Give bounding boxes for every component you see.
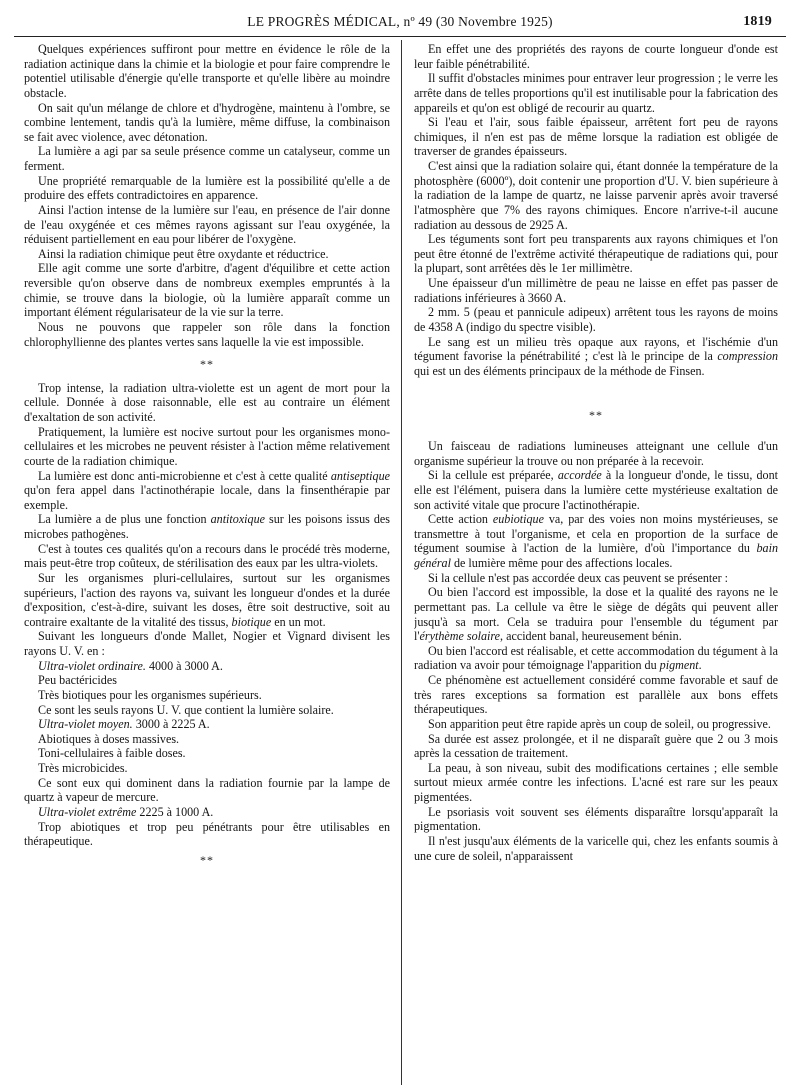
journal-title: LE PROGRÈS MÉDICAL, nº 49 (30 Novembre 1925) (247, 14, 553, 29)
wavelength-range: 2225 à 1000 A. (136, 804, 214, 819)
text-run: , accident banal, heureusement bénin. (500, 629, 682, 644)
paragraph: En effet une des propriétés des rayons de courte longueur d'onde est leur faible pénétrabilité. (414, 42, 778, 71)
paragraph: Une épaisseur d'un millimètre de peau ne laisse en effet pas passer de radiations inférieures à 3660 A. (414, 276, 778, 305)
paragraph: C'est à toutes ces qualités qu'on a recours dans le procédé très moderne, mais peut-être trop coûteux, de stérilisation des eaux par les ultra-violets. (24, 541, 390, 571)
paragraph: Un faisceau de radiations lumineuses atteignant une cellule d'un organisme supérieur la trouve ou non préparée à la recevoir. (414, 439, 778, 468)
emphasis: eubiotique (492, 512, 544, 527)
text-run: Sur les organismes pluri-cellulaires, surtout sur les organismes supérieurs, l'action des rayons va, suivant les longueur d'ondes et la durée d'exposition, c'est-à-dire, suivant les doses, être soit destructive, soit au contraire exaltante de la vitalité des tissus, (24, 570, 390, 629)
emphasis: Ultra-violet moyen. (38, 717, 133, 732)
section-separator (414, 408, 778, 423)
emphasis: accordée (557, 468, 602, 483)
emphasis: compression (717, 349, 778, 364)
left-column (24, 42, 390, 1082)
page-header (28, 6, 772, 34)
uv-property: Très biotiques pour les organismes supérieurs. (38, 687, 262, 702)
text-run: va, par des voies non moins mystérieuses, se transmettre à tout l'organisme, et cela en proportion de la surface de tégument soumise à l'action de la lumière, d'où l'importance du (414, 512, 778, 556)
header-rule (14, 36, 786, 37)
paragraph: La lumière a agi par sa seule présence comme un catalyseur, comme un ferment. (24, 144, 390, 173)
paragraph (24, 469, 390, 513)
emphasis: antiseptique (330, 468, 390, 483)
uv-property: Toni-cellulaires à faible doses. (38, 746, 186, 761)
text-run: . (698, 658, 702, 673)
paragraph: Les téguments sont fort peu transparents aux rayons chimiques et l'on peut être étonné de l'extrême activité thérapeutique de radiations qui, pour la plupart, sont arrêtées dès le 1er millimètre. (414, 232, 778, 276)
column-divider (401, 40, 402, 1085)
emphasis: biotique (231, 614, 272, 629)
paragraph: Son apparition peut être rapide après un coup de soleil, ou progressive. (428, 716, 771, 731)
text-run: Cette action (428, 512, 493, 527)
paragraph: Nous ne pouvons que rappeler son rôle dans la fonction chlorophyllienne des plantes vertes sans laquelle la vie est impossible. (24, 319, 390, 349)
page-number: 1819 (743, 14, 772, 29)
emphasis: Ultra-violet extrême (38, 804, 137, 819)
uv-property: Abiotiques à doses massives. (38, 731, 180, 746)
text-run: Le sang est un milieu très opaque aux rayons, et l'ischémie d'un tégument favorise la pénétrabilité ; c'est là le principe de la (414, 334, 778, 364)
paragraph: Sa durée est assez prolongée, et il ne disparaît guère que 2 ou 3 mois après la cessation de traitement. (414, 731, 778, 761)
uv-class-heading (24, 805, 390, 820)
paragraph: Il n'est jusqu'aux éléments de la varicelle qui, chez les enfants soumis à une cure de soleil, n'apparaissent (414, 833, 778, 863)
emphasis: pigment (659, 658, 699, 673)
paragraph: Si la cellule n'est pas accordée deux cas peuvent se présenter : (428, 570, 729, 585)
paragraph: Ce phénomène est actuellement considéré comme favorable et sauf de très rares exceptions sa formation est parallèle aux bons effets thérapeutiques. (414, 673, 778, 717)
uv-class-heading (24, 717, 390, 732)
paragraph: Suivant les longueurs d'onde Mallet, Nogier et Vignard divisent les rayons U. V. en : (24, 629, 390, 658)
right-column (414, 42, 778, 1082)
text-run: qui est un des éléments principaux de la méthode de Finsen. (414, 363, 705, 378)
text-run: La lumière a de plus une fonction (38, 512, 211, 527)
paragraph (24, 512, 390, 541)
text-run: de lumière même pour des affections locales. (450, 556, 673, 570)
wavelength-range: 4000 à 3000 A. (145, 658, 223, 673)
asterism: ** (200, 357, 214, 372)
emphasis: antitoxique (210, 512, 266, 527)
asterism: ** (200, 852, 214, 867)
paragraph: Ainsi l'action intense de la lumière sur l'eau, en présence de l'air donne de l'eau oxygénée et ces mêmes rayons agissant sur l'eau oxygénée, la réduisent partiellement en eau pour libérer de l'oxygène. (24, 202, 390, 247)
paragraph: Une propriété remarquable de la lumière est la possibilité qu'elle a de produire des effets contradictoires en apparence. (24, 173, 390, 203)
paragraph: Pratiquement, la lumière est nocive surtout pour les organismes mono-cellulaires et les microbes ne peuvent résister à l'action même relativement courte de la radiation chimique. (24, 424, 390, 468)
paragraph: 2 mm. 5 (peau et pannicule adipeux) arrêtent tous les rayons de moins de 4358 A (indigo du spectre visible). (414, 305, 778, 334)
asterism: ** (589, 408, 603, 423)
text-run: sur les poisons issus des microbes pathogènes. (24, 512, 390, 541)
uv-property: Peu bactéricides (38, 673, 117, 688)
text-run: La lumière est donc anti-microbienne et c'est à cette qualité (38, 468, 331, 483)
section-separator (24, 853, 390, 868)
text-run: Si la cellule est préparée, (428, 468, 558, 483)
paragraph: On sait qu'un mélange de chlore et d'hydrogène, maintenu à l'ombre, se combine lentement, tandis qu'à la lumière, même diffuse, la combinaison se fait avec violence, avec détonation. (24, 100, 390, 144)
emphasis: Ultra-violet ordinaire. (38, 658, 146, 673)
paragraph: Quelques expériences suffiront pour mettre en évidence le rôle de la radiation actinique dans la chimie et la biologie et pour faire comprendre le potentiel utilisable d'énergie qu'elle transporte et qu'elle libère au moindre obstacle. (24, 42, 390, 100)
section-separator (24, 357, 390, 372)
emphasis: bain général (414, 541, 778, 570)
paragraph: Si l'eau et l'air, sous faible épaisseur, arrêtent fort peu de rayons chimiques, il n'en est pas de même lorsque la radiation est obligée de traverser de grandes épaisseurs. (414, 115, 778, 159)
wavelength-range: 3000 à 2225 A. (132, 717, 210, 732)
paragraph (24, 571, 390, 630)
paragraph (414, 335, 778, 379)
paragraph: Ce sont eux qui dominent dans la radiation fournie par la lampe de quartz à vapeur de mercure. (24, 775, 390, 805)
text-run: qu'on fera appel dans l'actinothérapie locale, dans la finsenthérapie par exemple. (24, 483, 390, 512)
paragraph (414, 468, 778, 512)
paragraph (414, 585, 778, 644)
uv-class-heading (24, 659, 390, 674)
paragraph: Trop abiotiques et trop peu pénétrants pour être utilisables en thérapeutique. (24, 819, 390, 849)
text-run: Ou bien l'accord est impossible, la dose et la qualité des rayons ne le permettant pas. La cellule va être le siège de dégâts qui peuvent aller jusqu'à sa mort. Cela se traduira pour l'ensemble du tégument par l' (414, 585, 778, 644)
paragraph: C'est ainsi que la radiation solaire qui, étant donnée la température de la photosphère (6000º), doit contenir une proportion d'U. V. bien supérieure à la radiation de la lampe de quartz, ne laisse parvenir après avoir traversé l'atmosphère que 7% des rayons chimiques. Encore n'arrive-t-il aucune radiation au dessous de 2925 A. (414, 159, 778, 232)
paragraph: Ainsi la radiation chimique peut être oxydante et réductrice. (38, 246, 329, 261)
text-run: en un mot. (271, 614, 326, 629)
paragraph: Il suffit d'obstacles minimes pour entraver leur progression ; le verre les arrête dans de telles proportions qu'il est inutilisable pour la fabrication des appareils et qu'on est obligé de recourir au quartz. (414, 71, 778, 115)
uv-property: Très microbicides. (38, 761, 128, 775)
emphasis: érythème solaire (419, 629, 501, 644)
paragraph: La peau, à son niveau, subit des modifications certaines ; elle semble surtout mieux armée contre les infections. L'acné est rare sur les peaux pigmentées. (414, 760, 778, 804)
paragraph: Elle agit comme une sorte d'arbitre, d'agent d'équilibre et cette action reversible qu'on observe dans de nombreux exemples empruntés à la chimie, se trouve dans la biologie, où la lumière apparaît comme un important élément régularisateur de la vie sur la terre. (24, 261, 390, 320)
paragraph (414, 512, 778, 571)
paragraph: Le psoriasis voit souvent ses éléments disparaître lorsqu'apparaît la pigmentation. (414, 804, 778, 834)
paragraph: Trop intense, la radiation ultra-violette est un agent de mort pour la cellule. Donnée à dose raisonnable, elle est au contraire un élément d'exaltation de son activité. (24, 380, 390, 424)
paragraph: Ce sont les seuls rayons U. V. que contient la lumière solaire. (38, 702, 334, 717)
text-run: Ou bien l'accord est réalisable, et cette accommodation du tégument à la radiation va avoir pour témoignage l'apparition du (414, 643, 778, 673)
paragraph (414, 644, 778, 673)
text-run: à la longueur d'onde, le tissu, dont elle est l'élément, puisera dans la lumière cette mystérieuse exaltation de son activité vitale que procure l'actinothérapie. (414, 468, 778, 512)
